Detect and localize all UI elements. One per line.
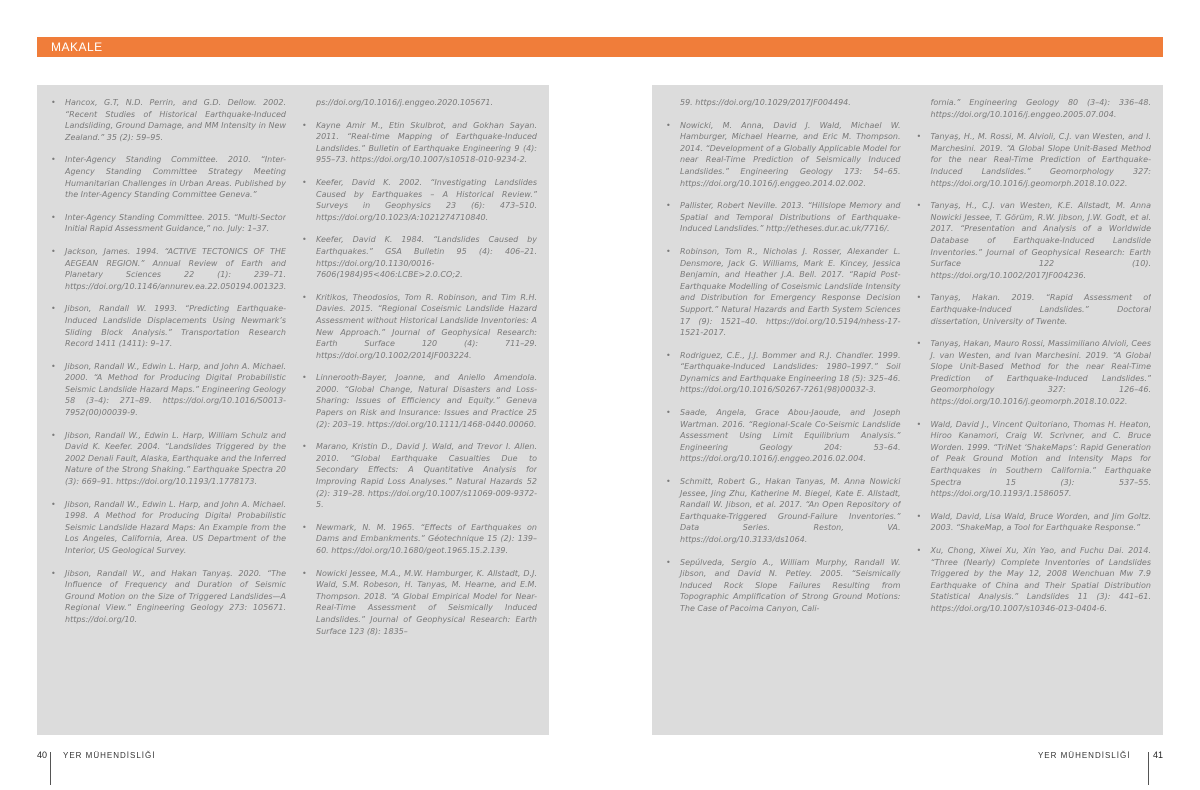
left-footer	[37, 750, 437, 790]
right-page-number: 41	[1152, 750, 1163, 760]
reference-entry: • Robinson, Tom R., Nicholas J. Rosser, Alexander L. Densmore, Jack G. Williams, Mark E. Kincey, Jessica Benjamin, and Heather J.A. Bell. 2017. “Rapid Post-Earthquake Modelling of Coseismic Landslide Intensity and Distribution for Emergency Response Decision Support.” Natural Hazards and Earth System Sciences 17 (9): 1521–40. https://doi.org/10.5194/nhess-17-1521-2017.	[664, 246, 901, 339]
right-footer-divider	[1148, 752, 1149, 785]
reference-entry: • Jackson, James. 1994. “ACTIVE TECTONICS OF THE AEGEAN REGION.” Annual Review of Earth and Planetary Sciences 22 (1): 239–71. https://doi.org/10.1146/annurev.ea.22.050194.001323.	[49, 246, 286, 292]
left-footer-title: YER MÜHENDİSLİĞİ	[62, 751, 156, 760]
right-footer-title: YER MÜHENDİSLİĞİ	[1037, 751, 1131, 760]
reference-entry: • Hancox, G.T, N.D. Perrin, and G.D. Dellow. 2002. “Recent Studies of Historical Earthquake-Induced Landsliding, Ground Damage, and MM Intensity in New Zealand.” 35 (2): 59–95.	[49, 97, 286, 143]
reference-entry: • Inter-Agency Standing Committee. 2015. “Multi-Sector Initial Rapid Assessment Guidance,” no. July: 1–37.	[49, 212, 286, 235]
reference-entry: • Keefer, David K. 1984. “Landslides Caused by Earthquakes.” GSA Bulletin 95 (4): 406–21. https://doi.org/10.1130/0016-7606(1984)95<406:LCBE>2.0.CO;2.	[300, 234, 537, 280]
left-page-column-2	[300, 97, 537, 735]
reference-entry: • Pallister, Robert Neville. 2013. “Hillslope Memory and Spatial and Temporal Distributions of Earthquake-Induced Landslides.” http://etheses.dur.ac.uk/7716/.	[664, 200, 901, 235]
reference-entry: • Jibson, Randall W., Edwin L. Harp, and John A. Michael. 1998. A Method for Producing Digital Probabilistic Seismic Landslide Hazard Maps: An Example from the Los Angeles, California, Area. US Department of the Interior, US Geological Survey.	[49, 499, 286, 557]
reference-entry: • Jibson, Randall W., Edwin L. Harp, and John A. Michael. 2000. “A Method for Producing Digital Probabilistic Seismic Landslide Hazard Maps.” Engineering Geology 58 (3–4): 271–89. https://doi.org/10.1016/S0013-7952(00)00039-9.	[49, 361, 286, 419]
reference-entry: • Tanyaş, Hakan. 2019. “Rapid Assessment of Earthquake-Induced Landslides.” Doctoral dissertation, University of Twente.	[915, 292, 1152, 327]
reference-entry: • Jibson, Randall W. 1993. “Predicting Earthquake-Induced Landslide Displacements Using Newmark’s Sliding Block Analysis.” Transportation Research Record 1411 (1411): 9–17.	[49, 303, 286, 349]
reference-entry: • Sepúlveda, Sergio A., William Murphy, Randall W. Jibson, and David N. Petley. 2005. “Seismically Induced Rock Slope Failures Resulting from Topographic Amplification of Strong Ground Motions: The Case of Pacoima Canyon, Cali-	[664, 557, 901, 615]
left-page-reference-panel	[37, 85, 549, 735]
right-page-column-2	[915, 97, 1152, 735]
reference-continuation: 59. https://doi.org/10.1029/2017JF004494.	[680, 98, 851, 107]
section-header-band	[37, 37, 1163, 57]
reference-entry: • Rodriguez, C.E., J.J. Bommer and R.J. Chandler. 1999. “Earthquake-Induced Landslides: 1980–1997.” Soil Dynamics and Earthquake Engineering 18 (5): 325–46. https://doi.org/10.1016/S0267-7261(98)00032-3.	[664, 350, 901, 396]
reference-entry: • Newmark, N. M. 1965. “Effects of Earthquakes on Dams and Embankments.” Géotechnique 15 (2): 139–60. https://doi.org/10.1680/geot.1965.15.2.139.	[300, 522, 537, 557]
reference-entry: • Saade, Angela, Grace Abou-Jaoude, and Joseph Wartman. 2016. “Regional-Scale Co-Seismic Landslide Assessment Using Limit Equilibrium Analysis.” Engineering Geology 204: 53–64. https://doi.org/10.1016/j.enggeo.2016.02.004.	[664, 407, 901, 465]
reference-entry: • Inter-Agency Standing Committee. 2010. “Inter-Agency Standing Committee Strategy Meeting Humanitarian Challenges in Urban Areas. Published by the Inter-Agency Standing Committee Geneva.”	[49, 154, 286, 200]
left-page-number: 40	[37, 750, 48, 760]
reference-entry: • Wald, David, Lisa Wald, Bruce Worden, and Jim Goltz. 2003. “ShakeMap, a Tool for Earthquake Response.”	[915, 511, 1152, 534]
reference-entry: • Nowicki Jessee, M.A., M.W. Hamburger, K. Allstadt, D.J. Wald, S.M. Robeson, H. Tanyas, M. Hearne, and E.M. Thompson. 2018. “A Global Empirical Model for Near-Real-Time Assessment of Seismically Induced Landslides.” Journal of Geophysical Research: Earth Surface 123 (8): 1835–	[300, 568, 537, 638]
right-page-column-1	[664, 97, 901, 735]
right-page-reference-panel	[652, 85, 1163, 735]
reference-entry: • Tanyaş, H., C.J. van Westen, K.E. Allstadt, M. Anna Nowicki Jessee, T. Görüm, R.W. Jibson, J.W. Godt, et al. 2017. “Presentation and Analysis of a Worldwide Database of Earthquake-Induced Landslide Inventories.” Journal of Geophysical Research: Earth Surface 122 (10). https://doi.org/10.1002/2017JF004236.	[915, 200, 1152, 281]
reference-entry: • Xu, Chong, Xiwei Xu, Xin Yao, and Fuchu Dai. 2014. “Three (Nearly) Complete Inventories of Landslides Triggered by the May 12, 2008 Wenchuan Mw 7.9 Earthquake of China and Their Spatial Distribution Statistical Analysis.” Landslides 11 (3): 441–61. https://doi.org/10.1007/s10346-013-0404-6.	[915, 545, 1152, 615]
reference-entry: • Nowicki, M. Anna, David J. Wald, Michael W. Hamburger, Michael Hearne, and Eric M. Thompson. 2014. “Development of a Globally Applicable Model for near Real-Time Prediction of Seismically Induced Landslides.” Engineering Geology 173: 54–65. https://doi.org/10.1016/j.enggeo.2014.02.002.	[664, 120, 901, 190]
left-page-column-1	[49, 97, 286, 735]
reference-entry: • Keefer, David K. 2002. “Investigating Landslides Caused by Earthquakes – A Historical Review.” Surveys in Geophysics 23 (6): 473–510. https://doi.org/10.1023/A:1021274710840.	[300, 177, 537, 223]
reference-entry: • Marano, Kristin D., David J. Wald, and Trevor I. Allen. 2010. “Global Earthquake Casualties Due to Secondary Effects: A Quantitative Analysis for Improving Rapid Loss Analyses.” Natural Hazards 52 (2): 319–28. https://doi.org/10.1007/s11069-009-9372-5.	[300, 441, 537, 511]
reference-entry: • Jibson, Randall W., Edwin L. Harp, William Schulz and David K. Keefer. 2004. “Landslides Triggered by the 2002 Denali Fault, Alaska, Earthquake and the Inferred Nature of the Strong Shaking.” Earthquake Spectra 20 (3): 669–91. https://doi.org/10.1193/1.1778173.	[49, 430, 286, 488]
section-title: MAKALE	[51, 40, 103, 54]
reference-entry: • Tanyaş, H., M. Rossi, M. Alvioli, C.J. van Westen, and I. Marchesini. 2019. “A Global Slope Unit-Based Method for the near Real-Time Prediction of Earthquake-Induced Landslides.” Geomorphology 327: https://doi.org/10.1016/j.geomorph.2018.10.022.	[915, 131, 1152, 189]
reference-entry: • Tanyaş, Hakan, Mauro Rossi, Massimiliano Alvioli, Cees J. van Westen, and Ivan Marchesini. 2019. “A Global Slope Unit-Based Method for the near Real-Time Prediction of Earthquake-Induced Landslides.” Geomorphology 327: 126–46. https://doi.org/10.1016/j.geomorph.2018.10.022.	[915, 338, 1152, 408]
reference-continuation: ps://doi.org/10.1016/j.enggeo.2020.105671.	[316, 98, 494, 107]
reference-entry: • Kayne Amir M., Etin Skulbrot, and Gokhan Sayan. 2011. “Real-time Mapping of Earthquake-Induced Landslides.” Bulletin of Earthquake Engineering 9 (4): 955–73. https://doi.org/10.1007/s10518-010-9234-2.	[300, 120, 537, 166]
reference-continuation: fornia.” Engineering Geology 80 (3–4): 336–48. https://doi.org/10.1016/j.enggeo.2005.07.004.	[930, 98, 1151, 119]
reference-entry: • Wald, David J., Vincent Quitoriano, Thomas H. Heaton, Hiroo Kanamori, Craig W. Scrivner, and C. Bruce Worden. 1999. “TriNet ‘ShakeMaps’: Rapid Generation of Peak Ground Motion and Intensity Maps for Earthquakes in Southern California.” Earthquake Spectra 15 (3): 537–55. https://doi.org/10.1193/1.1586057.	[915, 419, 1152, 500]
left-footer-divider	[50, 752, 51, 785]
reference-entry: • Jibson, Randall W., and Hakan Tanyaş. 2020. “The Influence of Frequency and Duration of Seismic Ground Motion on the Size of Triggered Landslides—A Regional View.” Engineering Geology 273: 105671. https://doi.org/10.	[49, 568, 286, 626]
right-footer	[760, 750, 1163, 790]
reference-entry: • Kritikos, Theodosios, Tom R. Robinson, and Tim R.H. Davies. 2015. “Regional Coseismic Landslide Hazard Assessment without Historical Landslide Inventories: A New Approach.” Journal of Geophysical Research: Earth Surface 120 (4): 711–29. https://doi.org/10.1002/2014JF003224.	[300, 292, 537, 362]
reference-entry: • Schmitt, Robert G., Hakan Tanyas, M. Anna Nowicki Jessee, Jing Zhu, Katherine M. Biegel, Kate E. Allstadt, Randall W. Jibson, et al. 2017. “An Open Repository of Earthquake-Triggered Ground-Failure Inventories.” Data Series. Reston, VA. https://doi.org/10.3133/ds1064.	[664, 476, 901, 546]
reference-entry: • Linnerooth-Bayer, Joanne, and Aniello Amendola. 2000. “Global Change, Natural Disasters and Loss-Sharing: Issues of Efficiency and Equity.” Geneva Papers on Risk and Insurance: Issues and Practice 25 (2): 203–19. https://doi.org/10.1111/1468-0440.00060.	[300, 372, 537, 430]
